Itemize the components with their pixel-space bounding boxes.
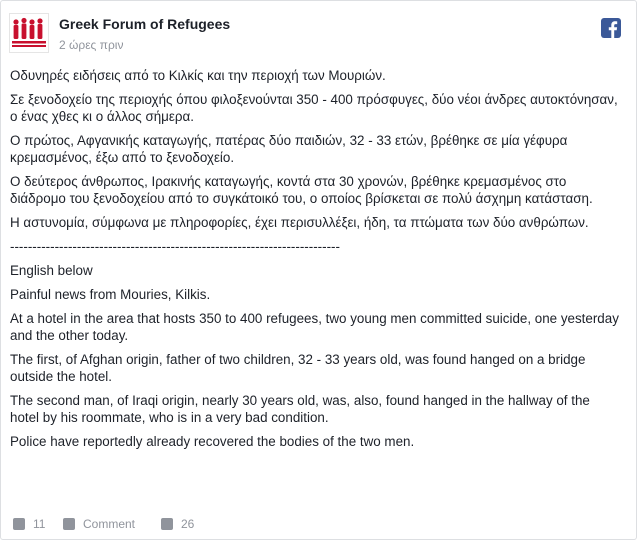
post-paragraph: Ο δεύτερος άνθρωπος, Ιρακινής καταγωγής, κοντά στα 30 χρονών, βρέθηκε κρεμασμένος στο διάδρομο του ξενοδοχείου από το συγκάτοικό του, ο οποίος βρίσκεται σε πολύ άσχημη κατάσταση. (10, 174, 593, 206)
post-timestamp[interactable]: 2 ώρες πριν (59, 38, 124, 52)
post-footer (9, 513, 629, 531)
organization-logo-icon[interactable] (9, 13, 49, 53)
post-paragraph: Η αστυνομία, σύμφωνα με πληροφορίες, έχει περισυλλέξει, ήδη, τα πτώματα των δύο ανθρώπων. (10, 215, 589, 230)
post-paragraph: Police have reportedly already recovered the bodies of the two men. (10, 434, 415, 449)
share-button[interactable] (161, 517, 194, 531)
post-paragraph: At a hotel in the area that hosts 350 to 400 refugees, two young men committed suicide, one yesterday and the other today. (10, 311, 619, 343)
post-body (10, 67, 622, 457)
post-header (9, 13, 629, 57)
post-paragraph: The first, of Afghan origin, father of two children, 32 - 33 years old, was found hanged on a bridge outside the hotel. (10, 352, 586, 384)
thumbs-up-icon (13, 518, 25, 530)
post-paragraph: Ο πρώτος, Αφγανικής καταγωγής, πατέρας δύο παιδιών, 32 - 33 ετών, βρέθηκε σε μία γέφυρα κρεμασμένος, έξω από το ξενοδοχείο. (10, 133, 568, 165)
post-paragraph: Οδυνηρές ειδήσεις από το Κιλκίς και την περιοχή των Μουριών. (10, 68, 386, 83)
dashed-separator: -------------------------------------------------------------------------- (10, 239, 340, 254)
post-paragraph: The second man, of Iraqi origin, nearly 30 years old, was, also, found hanged in the hallway of the hotel by his roommate, who is in a very bad condition. (10, 393, 590, 425)
like-count: 11 (33, 517, 46, 531)
comment-button[interactable] (63, 517, 135, 531)
share-icon (161, 518, 173, 530)
facebook-icon[interactable] (601, 18, 621, 38)
page-name-link[interactable]: Greek Forum of Refugees (59, 16, 231, 32)
like-button[interactable] (13, 517, 45, 531)
share-count: 26 (181, 517, 195, 531)
post-paragraph: Painful news from Mouries, Kilkis. (10, 287, 211, 302)
comment-label: Comment (83, 517, 136, 531)
post-paragraph: English below (10, 263, 93, 278)
comment-icon (63, 518, 75, 530)
post-paragraph: Σε ξενοδοχείο της περιοχής όπου φιλοξενούνται 350 - 400 πρόσφυγες, δύο νέοι άνδρες αυτοκτόνησαν, ο ένας χθες κι ο άλλος σήμερα. (10, 92, 618, 124)
